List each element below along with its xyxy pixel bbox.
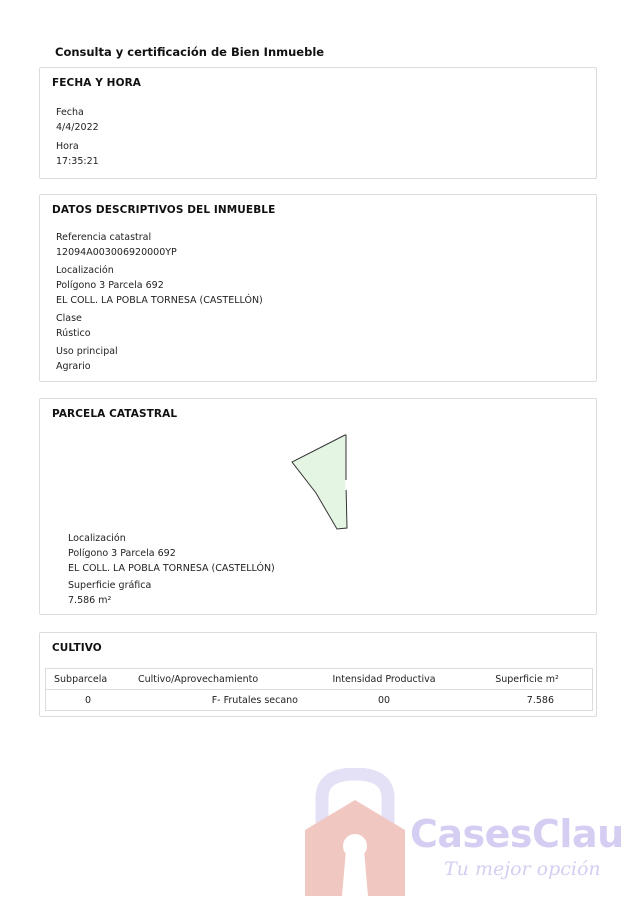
field-value: 12094A003006920000YP [56,247,177,258]
field-label: Localización [56,265,114,276]
field-label: Localización [68,533,126,544]
cultivo-section [39,632,597,717]
field-label: Referencia catastral [56,232,152,243]
field-label: Clase [56,313,82,324]
field-label: Hora [56,141,79,152]
document-title: Consulta y certificación de Bien Inmueble [55,45,325,59]
field-value: EL COLL. LA POBLA TORNESA (CASTELLÓN) [68,563,275,574]
table-cell: F- Frutales secano [211,694,298,706]
field-value: 17:35:21 [56,156,99,167]
datos-descriptivos-section [39,194,597,382]
column-header: Subparcela [46,669,131,690]
table-cell: 7.586 [526,694,554,706]
section-title: DATOS DESCRIPTIVOS DEL INMUEBLE [52,204,276,216]
section-title: CULTIVO [52,642,102,654]
watermark [300,768,630,898]
column-header: Superficie m² [462,669,593,690]
field-value: Polígono 3 Parcela 692 [56,280,164,291]
field-value: 4/4/2022 [56,122,99,133]
field-value: 7.586 m² [68,595,112,606]
field-label: Uso principal [56,346,118,357]
fecha-hora-section [39,67,597,179]
fecha-field [56,106,99,135]
table-header-row [46,669,593,690]
hora-field [56,140,99,169]
field-label: Superficie gráfica [68,580,152,591]
column-header: Intensidad Productiva [306,669,462,690]
parcela-localizacion-field [68,532,275,576]
section-title: PARCELA CATASTRAL [52,408,178,420]
watermark-slogan: Tu mejor opción [444,858,601,880]
column-header: Cultivo/Aprovechamiento [130,669,306,690]
parcela-catastral-section [39,398,597,615]
superficie-grafica-field [68,579,151,608]
table-cell: 00 [377,694,391,706]
table-row [46,690,593,711]
field-value: Rústico [56,328,91,339]
parcel-shape [292,435,347,529]
section-title: FECHA Y HORA [52,77,142,89]
field-value: Polígono 3 Parcela 692 [68,548,176,559]
referencia-field [56,231,177,260]
localizacion-field [56,264,263,308]
table-cell: 0 [84,694,92,706]
cultivo-table [45,668,593,711]
watermark-house-lock-icon [300,768,410,898]
parcel-map [290,432,350,534]
clase-field [56,312,91,341]
field-label: Fecha [56,107,84,118]
field-value: Agrario [56,361,91,372]
watermark-brand: CasesClau [410,812,624,856]
field-value: EL COLL. LA POBLA TORNESA (CASTELLÓN) [56,295,263,306]
uso-principal-field [56,345,118,374]
